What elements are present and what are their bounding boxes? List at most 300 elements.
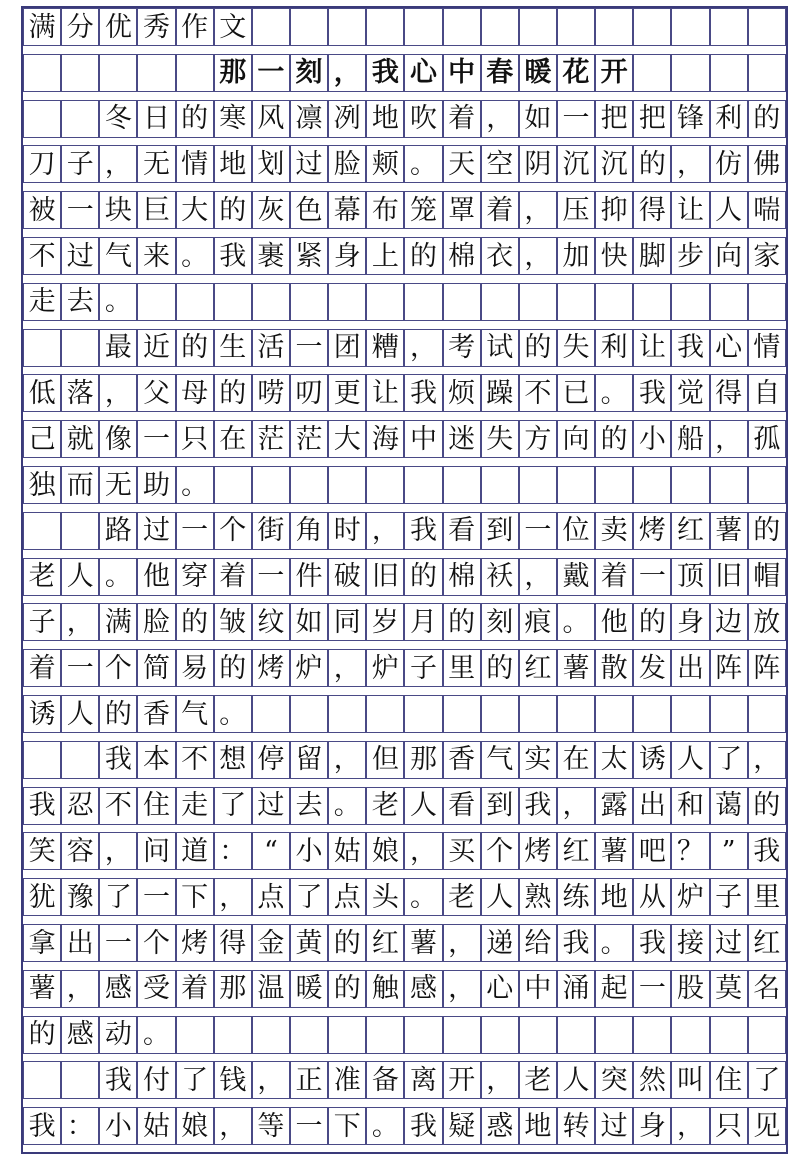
grid-cell: 的 <box>404 558 442 596</box>
grid-cell: 一 <box>252 54 290 92</box>
grid-cell: 一 <box>61 649 99 687</box>
grid-cell <box>252 283 290 321</box>
text-row <box>23 100 786 138</box>
grid-cell: ， <box>214 1107 252 1145</box>
grid-cell: 文 <box>214 8 252 46</box>
grid-cell: 觉 <box>671 374 709 412</box>
grid-cell: 头 <box>366 878 404 916</box>
grid-cell: 失 <box>481 420 519 458</box>
grid-cell: ， <box>328 54 366 92</box>
text-row <box>23 512 786 550</box>
grid-cell: ， <box>519 191 557 229</box>
grid-cell: 着 <box>481 191 519 229</box>
grid-cell: 破 <box>328 558 366 596</box>
grid-cell: “ <box>252 832 290 870</box>
grid-cell: 日 <box>137 100 175 138</box>
grid-cell <box>710 466 748 504</box>
grid-cell: 个 <box>214 512 252 550</box>
grid-cell <box>23 329 61 367</box>
grid-cell: 叫 <box>671 1061 709 1099</box>
grid-cell: 人 <box>404 787 442 825</box>
grid-cell: 香 <box>137 695 175 733</box>
grid-cell: 接 <box>671 924 709 962</box>
grid-cell: 看 <box>443 787 481 825</box>
text-row <box>23 1016 786 1054</box>
grid-cell: 暖 <box>519 54 557 92</box>
grid-cell: 让 <box>671 191 709 229</box>
grid-cell: 了 <box>290 878 328 916</box>
grid-cell: 凛 <box>290 100 328 138</box>
grid-cell: 得 <box>214 924 252 962</box>
grid-cell: 简 <box>137 649 175 687</box>
grid-cell: 诱 <box>633 741 671 779</box>
grid-cell <box>443 283 481 321</box>
grid-cell: 不 <box>99 787 137 825</box>
title-row <box>23 54 786 92</box>
grid-cell <box>633 8 671 46</box>
grid-cell: 心 <box>710 329 748 367</box>
grid-cell: 娘 <box>366 832 404 870</box>
grid-cell: 自 <box>748 374 786 412</box>
grid-cell <box>23 741 61 779</box>
grid-cell: 人 <box>710 191 748 229</box>
grid-cell: 考 <box>443 329 481 367</box>
grid-cell: 大 <box>328 420 366 458</box>
essay-grid-paper <box>21 6 788 1154</box>
grid-cell: 不 <box>176 741 214 779</box>
grid-cell: 位 <box>557 512 595 550</box>
grid-cell: 暖 <box>290 970 328 1008</box>
grid-cell: 上 <box>366 237 404 275</box>
grid-cell: 落 <box>61 374 99 412</box>
grid-cell: 。 <box>366 1107 404 1145</box>
grid-cell <box>671 1016 709 1054</box>
grid-cell <box>214 1016 252 1054</box>
grid-cell <box>23 512 61 550</box>
grid-cell: 利 <box>710 100 748 138</box>
grid-cell: 皱 <box>214 603 252 641</box>
grid-cell <box>519 283 557 321</box>
grid-cell: 然 <box>633 1061 671 1099</box>
grid-cell: 脸 <box>328 145 366 183</box>
grid-cell: 子 <box>710 878 748 916</box>
grid-cell: 糟 <box>366 329 404 367</box>
grid-cell: 我 <box>404 374 442 412</box>
grid-cell: 阵 <box>748 649 786 687</box>
grid-cell: 。 <box>137 1016 175 1054</box>
grid-cell: 幕 <box>328 191 366 229</box>
grid-cell: 过 <box>290 145 328 183</box>
grid-cell: ， <box>404 329 442 367</box>
grid-cell: 心 <box>404 54 442 92</box>
grid-cell: ， <box>99 145 137 183</box>
grid-cell: 脚 <box>633 237 671 275</box>
grid-cell <box>61 741 99 779</box>
grid-cell: 着 <box>443 100 481 138</box>
grid-cell: 灰 <box>252 191 290 229</box>
grid-cell <box>481 1016 519 1054</box>
grid-cell <box>519 695 557 733</box>
grid-cell: 惑 <box>481 1107 519 1145</box>
grid-cell: 子 <box>23 603 61 641</box>
grid-cell: 角 <box>290 512 328 550</box>
grid-cell <box>23 100 61 138</box>
grid-cell: 离 <box>404 1061 442 1099</box>
grid-cell: 着 <box>214 558 252 596</box>
grid-cell: 无 <box>99 466 137 504</box>
grid-cell <box>404 466 442 504</box>
text-row <box>23 832 786 870</box>
text-row <box>23 145 786 183</box>
grid-cell: 红 <box>671 512 709 550</box>
grid-cell: 我 <box>404 512 442 550</box>
grid-cell: 情 <box>176 145 214 183</box>
grid-cell: 的 <box>328 924 366 962</box>
text-row <box>23 329 786 367</box>
grid-cell: 最 <box>99 329 137 367</box>
grid-cell: 的 <box>328 970 366 1008</box>
grid-cell <box>710 54 748 92</box>
grid-cell: 走 <box>176 787 214 825</box>
grid-cell <box>519 466 557 504</box>
grid-cell: 的 <box>176 603 214 641</box>
grid-cell: 的 <box>214 649 252 687</box>
grid-cell: 练 <box>557 878 595 916</box>
grid-cell: 旧 <box>710 558 748 596</box>
grid-cell: 地 <box>366 100 404 138</box>
grid-cell <box>557 283 595 321</box>
grid-cell: 笼 <box>404 191 442 229</box>
grid-cell: 袄 <box>481 558 519 596</box>
grid-cell: 红 <box>519 649 557 687</box>
grid-cell <box>595 695 633 733</box>
grid-cell: 向 <box>557 420 595 458</box>
grid-cell: 老 <box>519 1061 557 1099</box>
grid-cell <box>61 100 99 138</box>
grid-cell <box>99 54 137 92</box>
grid-cell <box>595 466 633 504</box>
grid-cell: 春 <box>481 54 519 92</box>
grid-cell: 孤 <box>748 420 786 458</box>
grid-cell <box>710 283 748 321</box>
grid-cell: 脸 <box>137 603 175 641</box>
grid-cell: 子 <box>404 649 442 687</box>
grid-cell: 想 <box>214 741 252 779</box>
grid-cell: 烦 <box>443 374 481 412</box>
grid-cell: 茫 <box>290 420 328 458</box>
grid-cell: 。 <box>99 558 137 596</box>
grid-cell <box>748 54 786 92</box>
grid-cell: ： <box>61 1107 99 1145</box>
grid-cell: ， <box>328 741 366 779</box>
grid-cell: 股 <box>671 970 709 1008</box>
grid-cell: 受 <box>137 970 175 1008</box>
grid-cell: 一 <box>557 100 595 138</box>
grid-cell <box>137 54 175 92</box>
grid-cell: 姑 <box>137 1107 175 1145</box>
grid-cell: 近 <box>137 329 175 367</box>
grid-cell: ， <box>252 1061 290 1099</box>
grid-cell: ， <box>557 787 595 825</box>
grid-cell: 过 <box>710 924 748 962</box>
grid-cell: 助 <box>137 466 175 504</box>
grid-cell <box>328 466 366 504</box>
grid-cell: 地 <box>519 1107 557 1145</box>
grid-cell: 到 <box>481 787 519 825</box>
grid-cell: 压 <box>557 191 595 229</box>
grid-cell: 把 <box>633 100 671 138</box>
grid-cell: ” <box>710 832 748 870</box>
grid-cell: 老 <box>443 878 481 916</box>
grid-cell <box>671 283 709 321</box>
grid-cell <box>710 8 748 46</box>
grid-cell: 如 <box>290 603 328 641</box>
grid-cell: 过 <box>61 237 99 275</box>
grid-cell: 作 <box>176 8 214 46</box>
grid-cell: 只 <box>176 420 214 458</box>
grid-cell: 烤 <box>633 512 671 550</box>
grid-cell: 过 <box>252 787 290 825</box>
grid-cell: 那 <box>214 970 252 1008</box>
text-row <box>23 558 786 596</box>
grid-cell: 加 <box>557 237 595 275</box>
grid-cell: 分 <box>61 8 99 46</box>
grid-cell: 罩 <box>443 191 481 229</box>
grid-cell: 烤 <box>252 649 290 687</box>
grid-cell: 他 <box>595 603 633 641</box>
grid-cell: 棉 <box>443 237 481 275</box>
grid-cell: 大 <box>176 191 214 229</box>
grid-cell: 娘 <box>176 1107 214 1145</box>
grid-cell: 唠 <box>252 374 290 412</box>
grid-cell: 身 <box>633 1107 671 1145</box>
grid-cell: 点 <box>328 878 366 916</box>
grid-cell: 。 <box>557 603 595 641</box>
grid-cell: 个 <box>99 649 137 687</box>
grid-cell: 同 <box>328 603 366 641</box>
grid-cell: 顶 <box>671 558 709 596</box>
grid-cell: 吹 <box>404 100 442 138</box>
grid-cell: 诱 <box>23 695 61 733</box>
grid-cell: 已 <box>557 374 595 412</box>
grid-cell: ， <box>748 741 786 779</box>
grid-cell: 里 <box>748 878 786 916</box>
grid-cell: 我 <box>671 329 709 367</box>
grid-cell: 在 <box>557 741 595 779</box>
grid-cell <box>748 8 786 46</box>
grid-cell: ， <box>443 924 481 962</box>
grid-cell: 一 <box>176 512 214 550</box>
grid-cell: ， <box>61 970 99 1008</box>
grid-cell: 我 <box>557 924 595 962</box>
grid-cell: 的 <box>519 329 557 367</box>
grid-cell: 疑 <box>443 1107 481 1145</box>
grid-cell: 了 <box>99 878 137 916</box>
grid-cell: 。 <box>176 237 214 275</box>
grid-cell: 旧 <box>366 558 404 596</box>
grid-cell <box>748 1016 786 1054</box>
grid-cell: 叨 <box>290 374 328 412</box>
grid-cell: 感 <box>404 970 442 1008</box>
grid-cell: 棉 <box>443 558 481 596</box>
grid-cell: 生 <box>214 329 252 367</box>
grid-cell <box>404 1016 442 1054</box>
grid-cell: 一 <box>290 329 328 367</box>
grid-cell: 住 <box>710 1061 748 1099</box>
grid-cell: 快 <box>595 237 633 275</box>
grid-cell <box>671 54 709 92</box>
grid-cell: 出 <box>671 649 709 687</box>
grid-cell <box>290 8 328 46</box>
grid-cell <box>328 1016 366 1054</box>
grid-cell: 的 <box>404 237 442 275</box>
grid-cell: 烤 <box>519 832 557 870</box>
text-row <box>23 787 786 825</box>
grid-cell: 身 <box>671 603 709 641</box>
grid-cell: ， <box>99 374 137 412</box>
grid-cell: 易 <box>176 649 214 687</box>
grid-cell: 人 <box>671 741 709 779</box>
grid-cell: 吧 <box>633 832 671 870</box>
grid-cell: 己 <box>23 420 61 458</box>
grid-cell: 时 <box>328 512 366 550</box>
grid-cell: 阵 <box>710 649 748 687</box>
grid-cell: 纹 <box>252 603 290 641</box>
grid-cell: 人 <box>481 878 519 916</box>
grid-cell: 拿 <box>23 924 61 962</box>
grid-cell: 冬 <box>99 100 137 138</box>
grid-cell: 感 <box>61 1016 99 1054</box>
grid-cell: 薯 <box>557 649 595 687</box>
grid-cell <box>366 1016 404 1054</box>
grid-cell <box>748 695 786 733</box>
grid-cell: 中 <box>443 54 481 92</box>
grid-cell: 母 <box>176 374 214 412</box>
grid-cell: 莫 <box>710 970 748 1008</box>
grid-cell: 件 <box>290 558 328 596</box>
grid-cell <box>557 1016 595 1054</box>
grid-cell: 的 <box>176 100 214 138</box>
grid-cell: 一 <box>137 878 175 916</box>
grid-cell <box>252 8 290 46</box>
grid-cell: 的 <box>214 374 252 412</box>
grid-cell <box>443 466 481 504</box>
grid-cell: 一 <box>99 924 137 962</box>
grid-cell: 开 <box>443 1061 481 1099</box>
grid-cell: 人 <box>557 1061 595 1099</box>
grid-cell: 不 <box>519 374 557 412</box>
grid-cell <box>595 283 633 321</box>
grid-cell: 把 <box>595 100 633 138</box>
grid-cell: 起 <box>595 970 633 1008</box>
grid-cell: ， <box>710 420 748 458</box>
grid-cell: 像 <box>99 420 137 458</box>
grid-cell: 我 <box>404 1107 442 1145</box>
grid-cell: 去 <box>61 283 99 321</box>
grid-cell: 我 <box>748 832 786 870</box>
grid-cell <box>23 1061 61 1099</box>
grid-cell: 刻 <box>481 603 519 641</box>
grid-cell: ， <box>519 558 557 596</box>
grid-cell: 给 <box>519 924 557 962</box>
grid-cell: 寒 <box>214 100 252 138</box>
text-row <box>23 1107 786 1145</box>
text-row <box>23 924 786 962</box>
grid-cell: 老 <box>23 558 61 596</box>
grid-cell: 的 <box>633 603 671 641</box>
grid-cell <box>519 8 557 46</box>
grid-cell: 岁 <box>366 603 404 641</box>
grid-cell: 刀 <box>23 145 61 183</box>
grid-cell <box>443 8 481 46</box>
text-row <box>23 970 786 1008</box>
grid-cell: 抑 <box>595 191 633 229</box>
grid-cell <box>366 695 404 733</box>
grid-cell <box>481 283 519 321</box>
grid-cell: 让 <box>633 329 671 367</box>
grid-cell: 父 <box>137 374 175 412</box>
grid-cell: 但 <box>366 741 404 779</box>
grid-cell <box>214 283 252 321</box>
text-row <box>23 466 786 504</box>
grid-cell: 布 <box>366 191 404 229</box>
header-row <box>23 8 786 46</box>
grid-cell: 着 <box>23 649 61 687</box>
grid-cell: 名 <box>748 970 786 1008</box>
grid-cell: 中 <box>404 420 442 458</box>
grid-cell: 温 <box>252 970 290 1008</box>
grid-cell <box>710 695 748 733</box>
grid-cell: 容 <box>61 832 99 870</box>
grid-cell: 情 <box>748 329 786 367</box>
grid-cell <box>748 466 786 504</box>
grid-cell: 的 <box>176 329 214 367</box>
grid-cell: 转 <box>557 1107 595 1145</box>
grid-cell: 一 <box>633 558 671 596</box>
grid-cell: 人 <box>61 558 99 596</box>
grid-cell <box>137 283 175 321</box>
grid-cell: 笑 <box>23 832 61 870</box>
grid-cell: 薯 <box>23 970 61 1008</box>
grid-cell <box>557 8 595 46</box>
grid-cell: 红 <box>557 832 595 870</box>
grid-cell: 烤 <box>176 924 214 962</box>
grid-cell: 我 <box>366 54 404 92</box>
grid-cell: 满 <box>23 8 61 46</box>
grid-cell: 着 <box>595 558 633 596</box>
grid-cell: 的 <box>443 603 481 641</box>
grid-cell: 我 <box>633 374 671 412</box>
grid-cell: 一 <box>137 420 175 458</box>
grid-cell: 从 <box>633 878 671 916</box>
grid-cell: 色 <box>290 191 328 229</box>
grid-cell: 划 <box>252 145 290 183</box>
grid-cell: 的 <box>748 512 786 550</box>
grid-cell <box>748 283 786 321</box>
grid-cell: 出 <box>61 924 99 962</box>
grid-cell: 走 <box>23 283 61 321</box>
grid-cell: 了 <box>710 741 748 779</box>
grid-cell: 花 <box>557 54 595 92</box>
grid-cell: 阴 <box>519 145 557 183</box>
grid-cell: 看 <box>443 512 481 550</box>
grid-cell: 迷 <box>443 420 481 458</box>
grid-cell: ， <box>481 1061 519 1099</box>
grid-cell: 豫 <box>61 878 99 916</box>
grid-cell: 个 <box>481 832 519 870</box>
grid-cell: ， <box>99 832 137 870</box>
text-row <box>23 603 786 641</box>
